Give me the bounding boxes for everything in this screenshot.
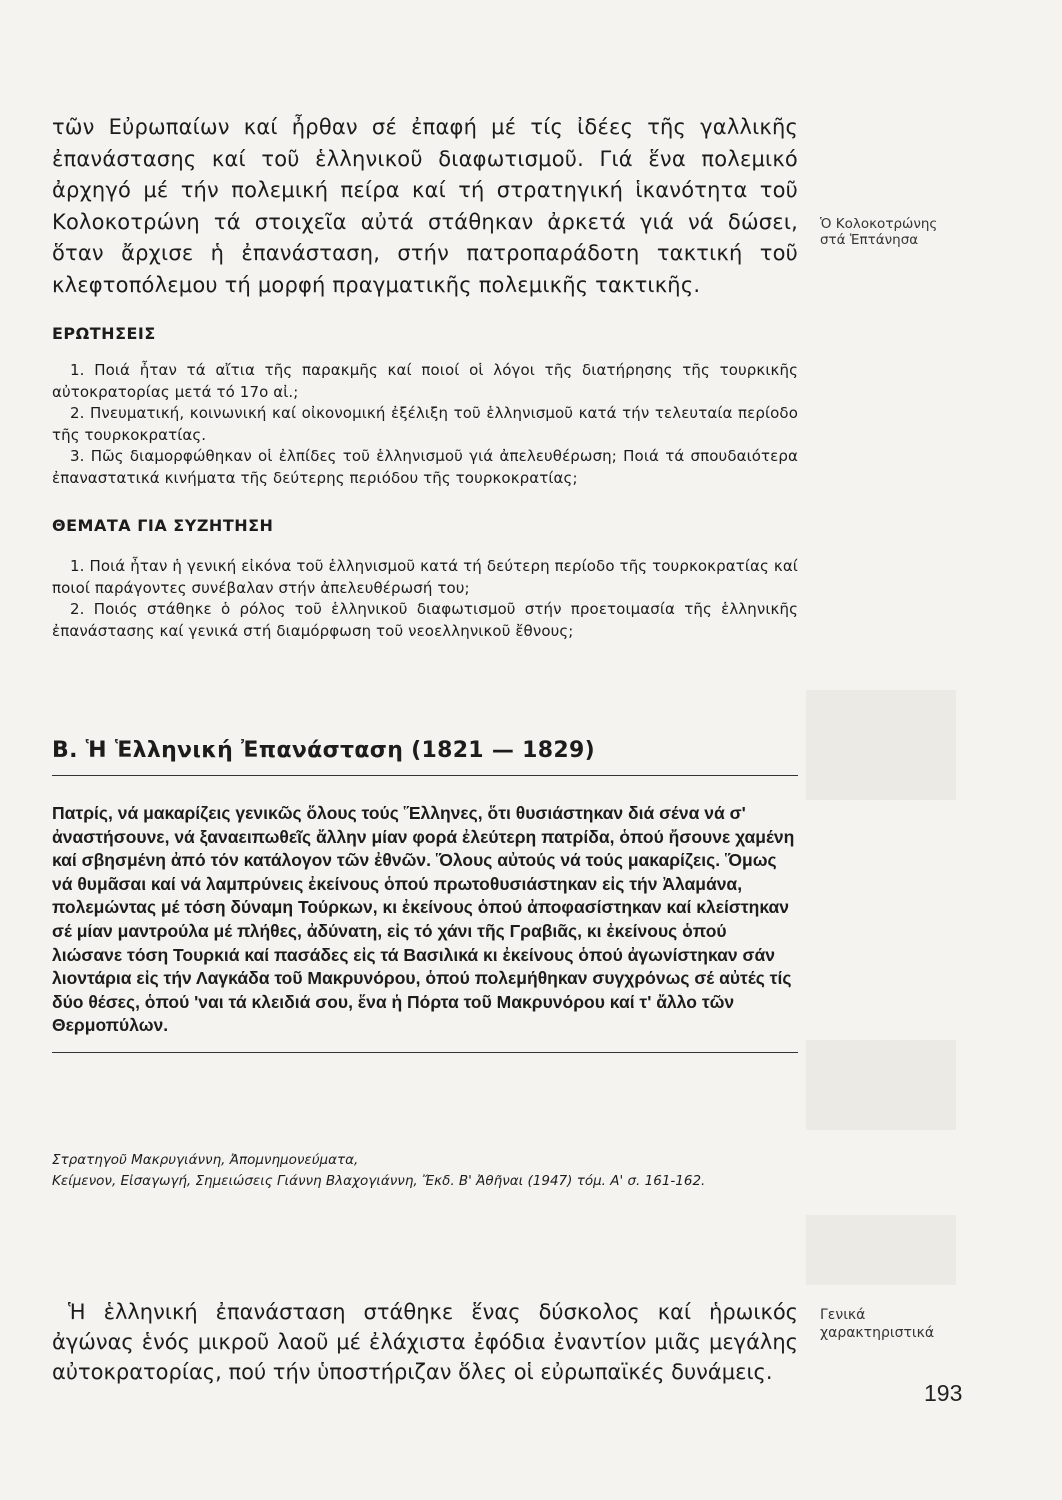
- discussion-topic-item: 2. Ποιός στάθηκε ὁ ρόλος τοῦ ἑλληνικοῦ διαφωτισμοῦ στήν προετοιμασία τῆς ἑλληνικῆς ἐπανάστασης καί γενικά στή διαμόρφωση τοῦ νεοελληνικοῦ ἔθνους;: [52, 600, 798, 640]
- questions-section: [52, 324, 798, 489]
- page-number: 193: [924, 1380, 963, 1406]
- question-item: 2. Πνευματική, κοινωνική καί οἰκονομική ἐξέλιξη τοῦ ἑλληνισμοῦ κατά τήν τελευταία περίοδο τῆς τουρκοκρατίας.: [52, 404, 798, 444]
- summary-paragraph: Ἡ ἑλληνική ἐπανάσταση στάθηκε ἕνας δύσκολος καί ἡρωικός ἀγώνας ἑνός μικροῦ λαοῦ μέ ἐλάχιστα ἐφόδια ἐναντίον μιᾶς μεγάλης αὐτοκρατορίας, πού τήν ὑποστήριζαν ὅλες οἱ εὐρωπαϊκές δυνάμεις.: [52, 1300, 798, 1384]
- chapter-title: Β. Ἡ Ἑλληνική Ἐπανάσταση (1821 — 1829): [52, 738, 798, 776]
- side-note-line: στά Ἑπτάνησα: [820, 232, 919, 248]
- question-item: 3. Πῶς διαμορφώθηκαν οἱ ἐλπίδες τοῦ ἑλληνισμοῦ γιά ἀπελευθέρωση; Ποιά τά σπουδαιότερα ἐπαναστατικά κινήματα τῆς δεύτερης περιόδου τῆς τουρκοκρατίας;: [52, 447, 798, 487]
- quote-citation: [52, 1150, 798, 1191]
- questions-heading: ΕΡΩΤΗΣΕΙΣ: [52, 324, 156, 343]
- quote-text: Πατρίς, νά μακαρίζεις γενικῶς ὅλους τούς Ἕλληνες, ὅτι θυσιάστηκαν διά σένα νά σ' ἀναστήσουνε, νά ξαναειπωθεῖς ἄλλην μίαν φορά ἐλεύτερη πατρίδα, ὁπού ἤσουνε χαμένη καί σβησμένη ἀπό τόν κατάλογον τῶν ἐθνῶν. Ὅλους αὐτούς νά τούς μακαρίζεις. Ὅμως νά θυμᾶσαι καί νά λαμπρύνεις ἐκείνους ὁπού πρωτοθυσιάστηκαν εἰς τήν Ἀλαμάνα, πολεμώντας μέ τόση δύναμη Τούρκων, κι ἐκείνους ὁπού ἀποφασίστηκαν καί κλείστηκαν σέ μίαν μαντρούλα μέ πλήθες, ἀδύνατη, εἰς τό χάνι τῆς Γραβιᾶς, κι ἐκείνους ὁπού λιώσανε τόση Τουρκιά καί πασάδες εἰς τά Βασιλικά κι ἐκείνους ὁπού ἀγωνίστηκαν σάν λιοντάρια εἰς τήν Λαγκάδα τοῦ Μακρυνόρου, ὁπού πολεμήθηκαν συγχρόνως σέ αὐτές τίς δύο θέσες, ὁπού 'ναι τά κλειδιά σου, ἕνα ἡ Πόρτα τοῦ Μακρυνόρου καί τ' ἄλλο τῶν Θερμοπύλων.: [52, 803, 795, 1036]
- makrygiannis-quote: [52, 802, 798, 1053]
- show-through-shadow: [806, 1040, 956, 1130]
- side-note-line: Γενικά: [820, 1307, 866, 1323]
- side-note-kolokotronis: [820, 216, 1020, 248]
- side-note-line: χαρακτηριστικά: [820, 1325, 935, 1341]
- discussion-topic-item: 1. Ποιά ἦταν ἡ γενική εἰκόνα τοῦ ἑλληνισμοῦ κατά τή δεύτερη περίοδο τῆς τουρκοκρατίας καί ποιοί παράγοντες συνέβαλαν στήν ἀπελευθέρωσή του;: [52, 557, 798, 597]
- side-note-line: Ὁ Κολοκοτρώνης: [820, 216, 938, 232]
- side-note-general: [820, 1306, 1020, 1342]
- discussion-topics-section: [52, 516, 798, 642]
- discussion-topics-heading: ΘΕΜΑΤΑ ΓΙΑ ΣΥΖΗΤΗΣΗ: [52, 516, 274, 535]
- citation-line: Στρατηγοῦ Μακρυγιάννη, Ἀπομνημονεύματα,: [52, 1152, 359, 1168]
- citation-line: Κείμενον, Εἰσαγωγή, Σημειώσεις Γιάννη Βλαχογιάννη, Ἔκδ. Β' Ἀθῆναι (1947) τόμ. Α' σ. 161-162.: [52, 1172, 706, 1189]
- show-through-shadow: [806, 690, 956, 800]
- intro-paragraph: [52, 112, 798, 301]
- question-item: 1. Ποιά ἦταν τά αἴτια τῆς παρακμῆς καί ποιοί οἱ λόγοι τῆς διατήρησης τῆς τουρκικῆς αὐτοκρατορίας μετά τό 17ο αἰ.;: [52, 361, 798, 401]
- show-through-shadow: [806, 1215, 956, 1285]
- questions-list: [52, 360, 798, 489]
- intro-text: τῶν Εὐρωπαίων καί ἦρθαν σέ ἐπαφή μέ τίς ἰδέες τῆς γαλλικῆς ἐπανάστασης καί τοῦ ἑλληνικοῦ διαφωτισμοῦ. Γιά ἕνα πολεμικό ἀρχηγό μέ τήν πολεμική πείρα καί τή στρατηγική ἱκανότητα τοῦ Κολοκοτρώνη τά στοιχεῖα αὐτά στάθηκαν ἀρκετά γιά νά δώσει, ὅταν ἄρχισε ἡ ἐπανάσταση, στήν πατροπαράδοτη τακτική τοῦ κλεφτοπόλεμου τή μορφή πραγματικῆς πολεμικῆς τακτικῆς.: [52, 115, 798, 297]
- discussion-topics-list: [52, 556, 798, 642]
